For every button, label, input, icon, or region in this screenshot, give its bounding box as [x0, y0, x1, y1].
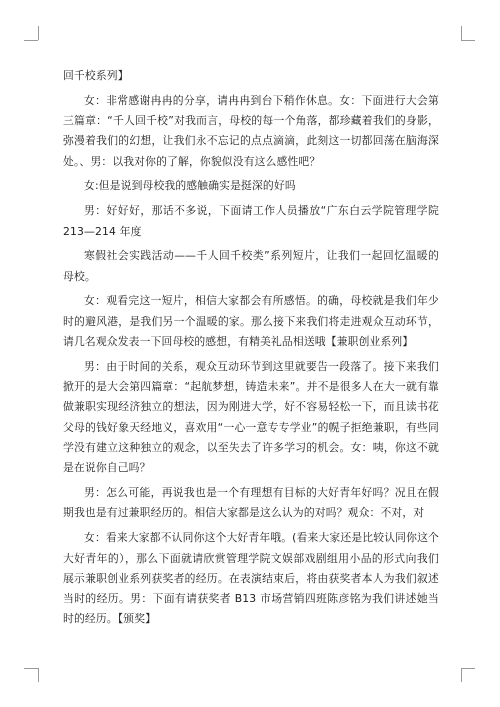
crop-mark-top-right-h	[461, 40, 475, 41]
paragraph-male-video-intro: 男：好好好，那话不多说，下面请工作人员播放“广东白云学院管理学院 213—214 年度	[63, 204, 439, 238]
crop-mark-top-left-h	[24, 40, 38, 41]
paragraph-male-response: 男：怎么可能，再说我也是一个有理想有目标的大好青年好吗？况且在假期我也是有过兼职经历的。相信大家都是这么认为的对吗？观众：不对，对	[63, 486, 439, 520]
crop-mark-bottom-right-h	[461, 668, 475, 669]
crop-mark-top-right-v	[461, 26, 462, 40]
paragraph-audience-interaction: 女：观看完这一短片，相信大家都会有所感悟。的确，母校就是我们年少时的避风港，是我们另一个温暖的家。那么接下来我们将走进观众互动环节，请几名观众发表一下回母校的感想，有精美礼品相送哦【兼职创业系列】	[63, 294, 439, 349]
paragraph-female-reply: 女:但是说到母校我的感触确实是挺深的好吗	[84, 179, 296, 193]
paragraph-chapter-four: 男：由于时间的关系，观众互动环节到这里就要告一段落了。接下来我们掀开的是大会第四篇章：“起航梦想，铸造未来”。并不是很多人在大一就有靠做兼职实现经济独立的想法，因为刚进大学，好不容易轻松一下，而且读书花父母的钱好象天经地义，喜欢用“一心一意专专学业”的幌子拒绝兼职，有些同学没有建立这种独立的观念，以至失去了许多学习的机会。女：咦，你这不就是在说你自己吗？	[63, 359, 439, 475]
paragraph-section-tail: 回千校系列】	[63, 69, 129, 82]
crop-mark-bottom-left-v	[38, 668, 39, 682]
paragraph-award-intro: 女：看来大家都不认同你这个大好青年哦。(看来大家还是比较认同你这个大好青年的），那么下面就请欣赏管理学院文娱部戏剧组用小品的形式向我们展示兼职创业系列获奖者的经历。在表演结束后，将由获奖者本人为我们叙述当时的经历。男：下面有请获奖者 B13 市场营销四班陈彦铭为我们讲述她当时的经历。【颁奖】	[63, 531, 439, 626]
paragraph-video-title: 寒假社会实践活动——千人回千校类”系列短片，让我们一起回忆温暖的母校。	[63, 249, 439, 283]
crop-mark-top-left-v	[38, 26, 39, 40]
crop-mark-bottom-left-h	[24, 668, 38, 669]
paragraph-chapter-three: 女：非常感谢冉冉的分享，请冉冉到台下稍作休息。女：下面进行大会第三篇章：“千人回千校”对我而言，母校的每一个角落，都珍藏着我们的身影，弥漫着我们的幻想，让我们永不忘记的点点滴滴，此刻这一切都回荡在脑海深处。、男：以我对你的了解，你貌似没有这么感性吧？	[63, 93, 439, 168]
crop-mark-bottom-right-v	[461, 668, 462, 682]
document-body	[63, 66, 439, 634]
